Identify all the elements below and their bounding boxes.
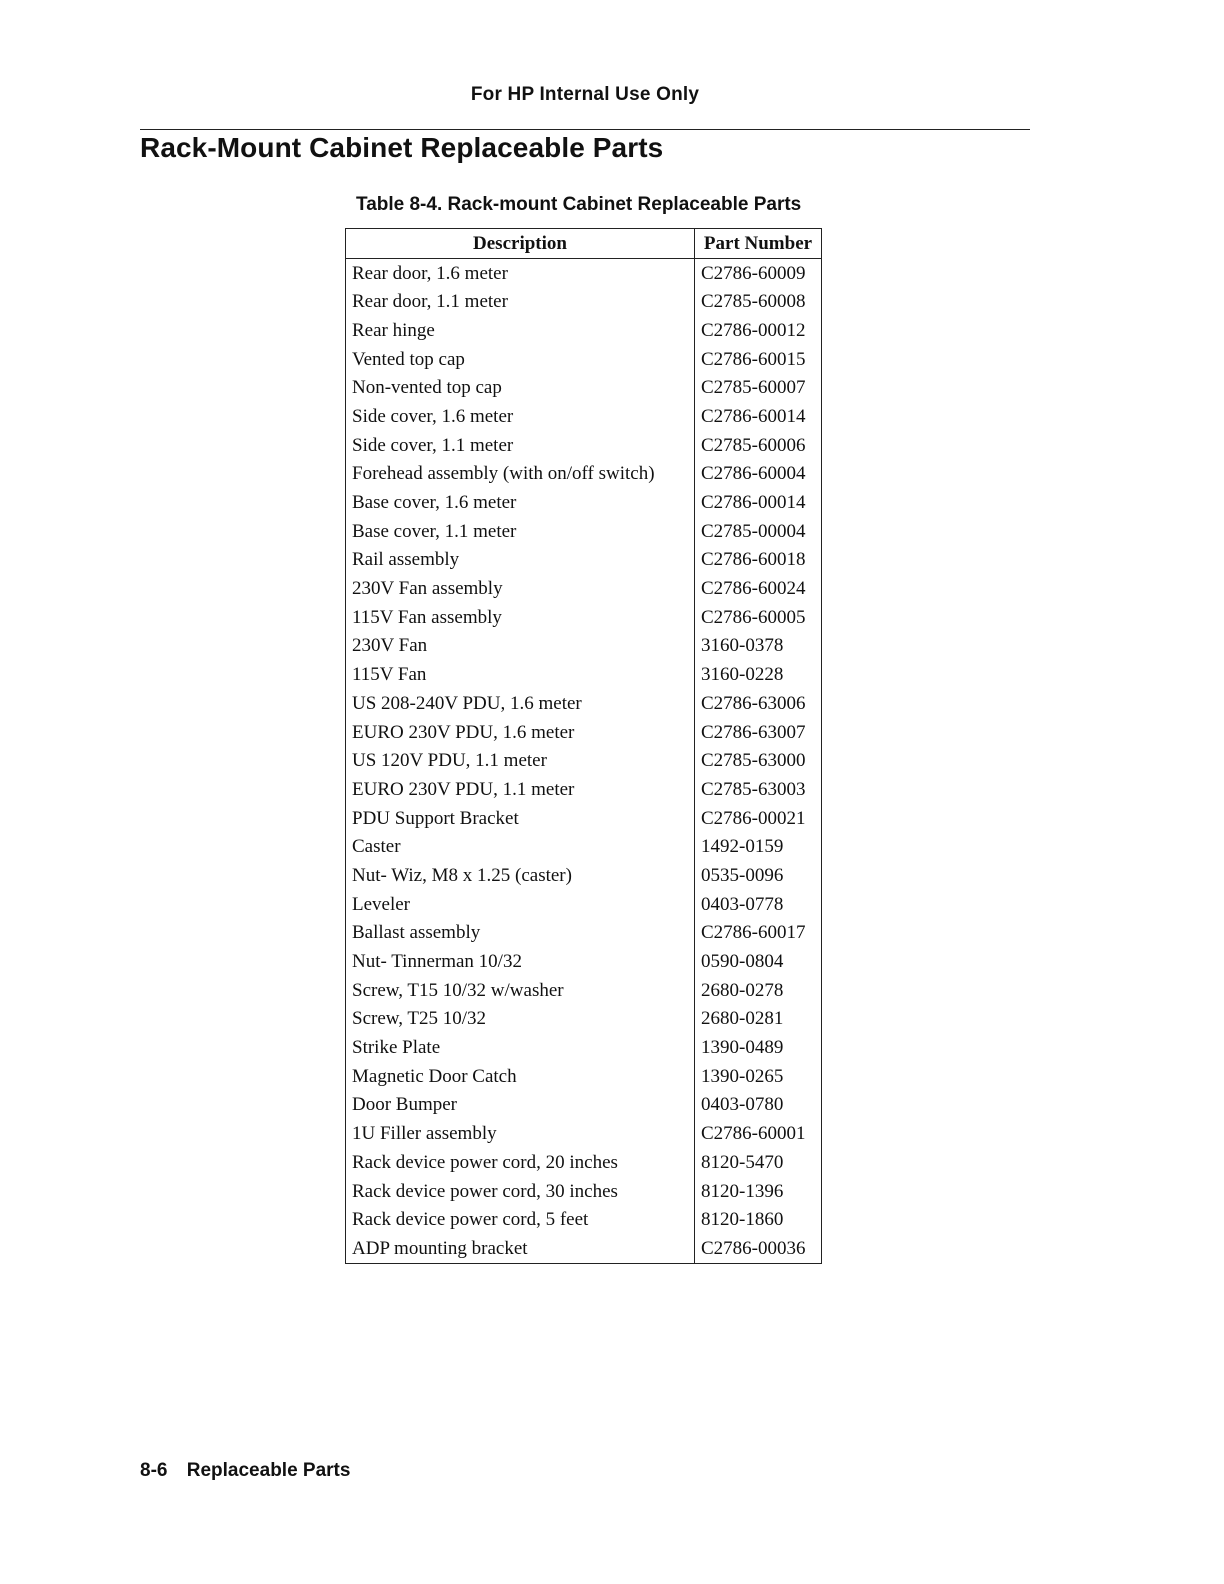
table-row bbox=[346, 1091, 822, 1120]
parts-table bbox=[345, 228, 822, 1264]
part-description: Door Bumper bbox=[346, 1091, 695, 1120]
part-number: C2785-60008 bbox=[701, 291, 806, 313]
table-row bbox=[346, 804, 822, 833]
part-description: Vented top cap bbox=[346, 345, 695, 374]
part-number: C2786-00012 bbox=[701, 319, 806, 341]
table-row bbox=[346, 374, 822, 403]
part-number: C2786-00021 bbox=[701, 807, 806, 829]
table-row bbox=[346, 919, 822, 948]
table-row bbox=[346, 259, 822, 288]
part-description: Screw, T15 10/32 w/washer bbox=[346, 976, 695, 1005]
part-number: C2786-60004 bbox=[701, 463, 806, 485]
part-description: Rear door, 1.6 meter bbox=[346, 259, 695, 288]
part-number: C2786-60015 bbox=[701, 348, 806, 370]
part-description: Rack device power cord, 30 inches bbox=[346, 1177, 695, 1206]
table-row bbox=[346, 976, 822, 1005]
part-number: 1390-0265 bbox=[701, 1065, 784, 1087]
part-description: Nut- Tinnerman 10/32 bbox=[346, 948, 695, 977]
table-row bbox=[346, 1034, 822, 1063]
table-row bbox=[346, 833, 822, 862]
part-description: Magnetic Door Catch bbox=[346, 1062, 695, 1091]
table-row bbox=[346, 1005, 822, 1034]
table-caption: Table 8-4. Rack-mount Cabinet Replaceable Parts bbox=[356, 194, 802, 215]
table-row bbox=[346, 775, 822, 804]
part-description: Base cover, 1.1 meter bbox=[346, 517, 695, 546]
table-row bbox=[346, 316, 822, 345]
part-number: C2786-63007 bbox=[701, 721, 806, 743]
part-number: 2680-0278 bbox=[701, 979, 784, 1001]
part-description: 115V Fan bbox=[346, 661, 695, 690]
table-row bbox=[346, 861, 822, 890]
parts-table-body bbox=[346, 259, 822, 1264]
table-row bbox=[346, 890, 822, 919]
part-number: 0590-0804 bbox=[701, 951, 784, 973]
table-row bbox=[346, 546, 822, 575]
part-description: Strike Plate bbox=[346, 1034, 695, 1063]
table-row bbox=[346, 1177, 822, 1206]
table-row bbox=[346, 575, 822, 604]
table-row bbox=[346, 431, 822, 460]
part-number: C2786-60018 bbox=[701, 549, 806, 571]
part-description: Rail assembly bbox=[346, 546, 695, 575]
chapter-title: Replaceable Parts bbox=[186, 1460, 351, 1481]
table-row bbox=[346, 288, 822, 317]
part-description: Side cover, 1.6 meter bbox=[346, 402, 695, 431]
part-description: Rear hinge bbox=[346, 316, 695, 345]
part-description: Rear door, 1.1 meter bbox=[346, 288, 695, 317]
part-description: US 208-240V PDU, 1.6 meter bbox=[346, 689, 695, 718]
part-number: 0403-0778 bbox=[701, 893, 784, 915]
part-description: PDU Support Bracket bbox=[346, 804, 695, 833]
part-number: 0535-0096 bbox=[701, 864, 784, 886]
table-row bbox=[346, 689, 822, 718]
table-row bbox=[346, 948, 822, 977]
part-description: EURO 230V PDU, 1.6 meter bbox=[346, 718, 695, 747]
part-description: Rack device power cord, 5 feet bbox=[346, 1206, 695, 1235]
table-row bbox=[346, 1234, 822, 1263]
part-description: Forehead assembly (with on/off switch) bbox=[346, 460, 695, 489]
part-number: 0403-0780 bbox=[701, 1094, 784, 1116]
page-footer bbox=[140, 1460, 350, 1482]
table-row bbox=[346, 460, 822, 489]
part-description: Side cover, 1.1 meter bbox=[346, 431, 695, 460]
part-number: 3160-0378 bbox=[701, 635, 784, 657]
part-description: US 120V PDU, 1.1 meter bbox=[346, 747, 695, 776]
part-description: 230V Fan bbox=[346, 632, 695, 661]
classification-header: For HP Internal Use Only bbox=[470, 84, 700, 105]
part-number: C2786-63006 bbox=[701, 692, 806, 714]
part-number: C2786-00036 bbox=[701, 1237, 806, 1259]
part-description: 1U Filler assembly bbox=[346, 1120, 695, 1149]
table-row bbox=[346, 747, 822, 776]
table-header-row bbox=[346, 229, 822, 259]
part-number: C2786-00014 bbox=[701, 492, 806, 514]
part-number: 8120-5470 bbox=[701, 1151, 784, 1173]
part-number: C2786-60005 bbox=[701, 606, 806, 628]
table-row bbox=[346, 632, 822, 661]
column-header-description: Description bbox=[346, 229, 695, 259]
part-number: 2680-0281 bbox=[701, 1008, 784, 1030]
column-header-part-number: Part Number bbox=[695, 229, 822, 259]
table-row bbox=[346, 1206, 822, 1235]
part-number: C2785-63003 bbox=[701, 778, 806, 800]
page-number: 8-6 bbox=[140, 1460, 168, 1481]
table-row bbox=[346, 517, 822, 546]
part-number: 3160-0228 bbox=[701, 664, 784, 686]
part-number: C2786-60009 bbox=[701, 262, 806, 284]
part-number: C2785-63000 bbox=[701, 750, 806, 772]
part-number: 8120-1396 bbox=[701, 1180, 784, 1202]
part-description: Screw, T25 10/32 bbox=[346, 1005, 695, 1034]
part-description: Nut- Wiz, M8 x 1.25 (caster) bbox=[346, 861, 695, 890]
table-row bbox=[346, 718, 822, 747]
part-description: ADP mounting bracket bbox=[346, 1234, 695, 1263]
part-description: Ballast assembly bbox=[346, 919, 695, 948]
part-number: C2786-60017 bbox=[701, 922, 806, 944]
table-row bbox=[346, 1062, 822, 1091]
part-description: Base cover, 1.6 meter bbox=[346, 489, 695, 518]
part-number: C2785-00004 bbox=[701, 520, 806, 542]
part-description: 230V Fan assembly bbox=[346, 575, 695, 604]
part-description: EURO 230V PDU, 1.1 meter bbox=[346, 775, 695, 804]
table-row bbox=[346, 489, 822, 518]
part-description: Non-vented top cap bbox=[346, 374, 695, 403]
header-rule bbox=[140, 129, 1030, 130]
part-number: 1390-0489 bbox=[701, 1037, 784, 1059]
part-number: C2785-60006 bbox=[701, 434, 806, 456]
part-number: C2786-60014 bbox=[701, 405, 806, 427]
section-title: Rack-Mount Cabinet Replaceable Parts bbox=[140, 132, 664, 163]
part-description: Leveler bbox=[346, 890, 695, 919]
table-row bbox=[346, 402, 822, 431]
table-row bbox=[346, 1148, 822, 1177]
part-description: Caster bbox=[346, 833, 695, 862]
table-row bbox=[346, 345, 822, 374]
part-number: C2785-60007 bbox=[701, 377, 806, 399]
part-description: 115V Fan assembly bbox=[346, 603, 695, 632]
part-number: 1492-0159 bbox=[701, 836, 784, 858]
table-row bbox=[346, 1120, 822, 1149]
part-number: C2786-60001 bbox=[701, 1123, 806, 1145]
table-row bbox=[346, 661, 822, 690]
part-number: 8120-1860 bbox=[701, 1209, 784, 1231]
part-number: C2786-60024 bbox=[701, 578, 806, 600]
table-row bbox=[346, 603, 822, 632]
part-description: Rack device power cord, 20 inches bbox=[346, 1148, 695, 1177]
